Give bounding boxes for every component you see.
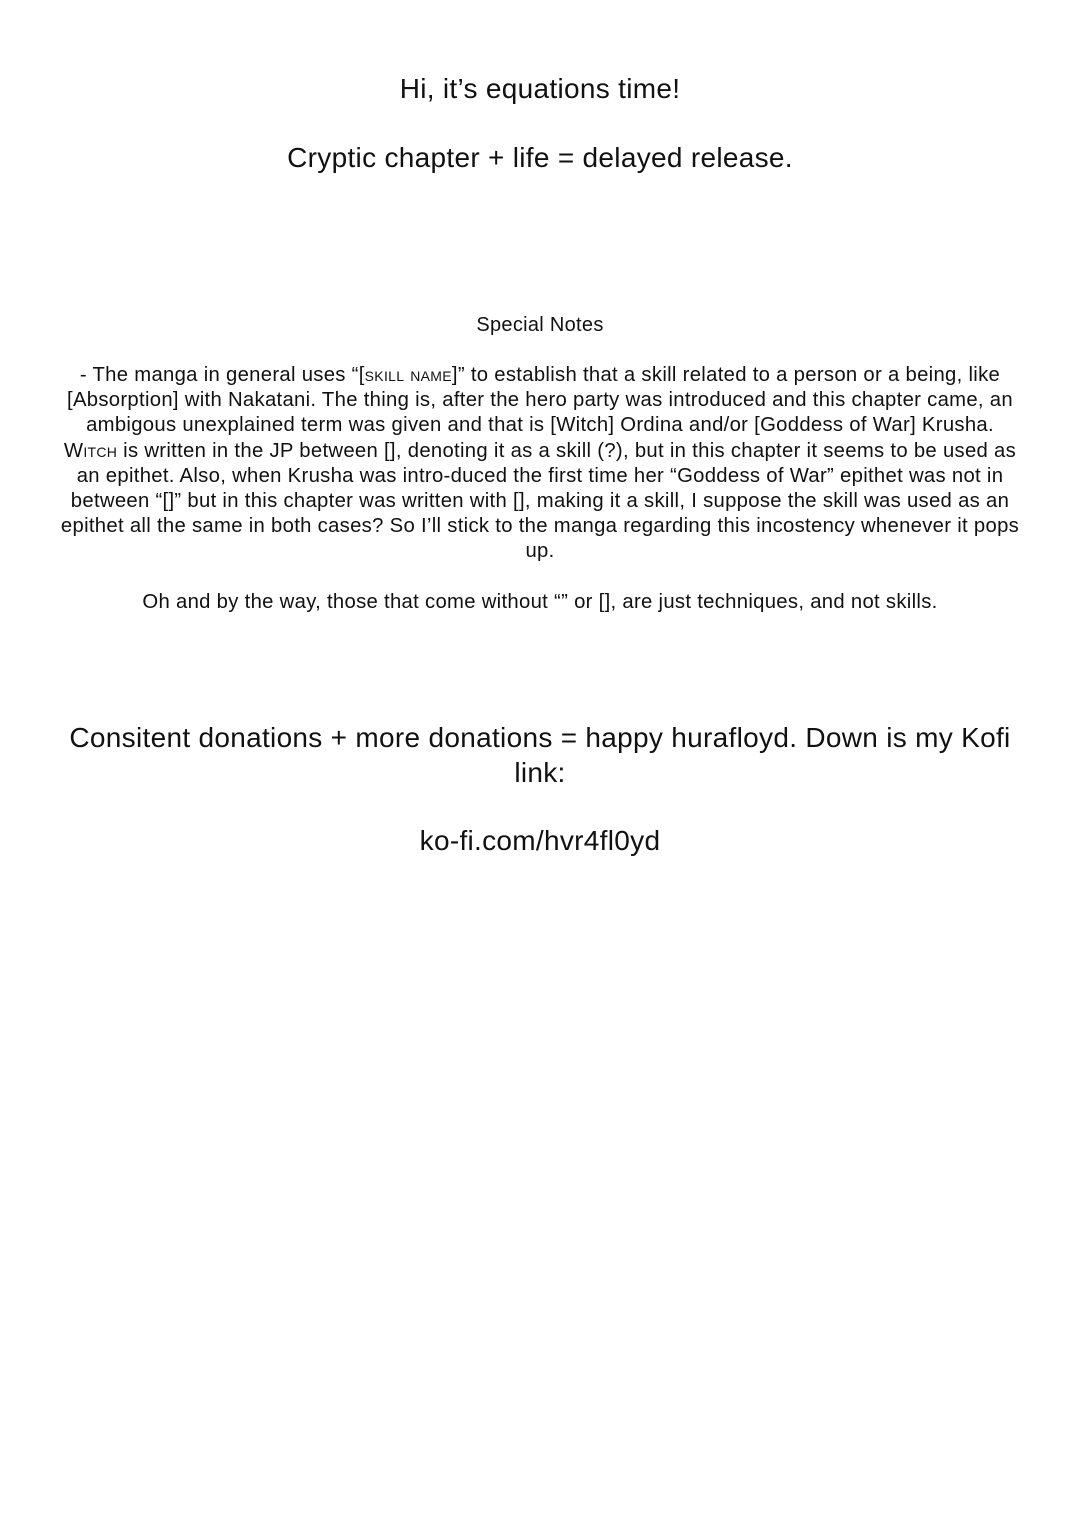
skill-name-term: skill name bbox=[364, 364, 452, 386]
witch-term: Witch bbox=[63, 439, 118, 462]
release-equation: Cryptic chapter + life = delayed release. bbox=[287, 142, 793, 173]
greeting-heading: Hi, it’s equations time! bbox=[399, 73, 681, 104]
techniques-note: Oh and by the way, those that come without “” or [], are just techniques, and not skills. bbox=[142, 591, 938, 613]
special-notes-body bbox=[58, 363, 1022, 565]
notes-body-part1: - The manga in general uses “[ bbox=[79, 364, 365, 386]
notes-body-part2: ]” to establish that a skill related to a person or a being, like [Absorption] with Nakatani. The thing is, after the hero party was introduced and this chapter came, an ambigous unexplained term was given and that is [Witch] Ordina and/or [Goddess of War] Krusha. bbox=[67, 364, 1013, 437]
special-notes-title: Special Notes bbox=[476, 314, 604, 336]
notes-body-part3: is written in the JP between [], denoting it as a skill (?), but in this chapter it seems to be used as an epithet. Also, when Krusha was intro-duced the first time her “Goddess of War” epithet was not in between “[]” but in this chapter was written with [], making it a skill, I suppose the skill was used as an epithet all the same in both cases? So I’ll stick to the manga regarding this incostency whenever it pops up. bbox=[60, 439, 1020, 563]
donations-text: Consitent donations + more donations = happy hurafloyd. Down is my Kofi link: bbox=[69, 722, 1011, 788]
kofi-link[interactable]: ko-fi.com/hvr4fl0yd bbox=[419, 825, 661, 856]
